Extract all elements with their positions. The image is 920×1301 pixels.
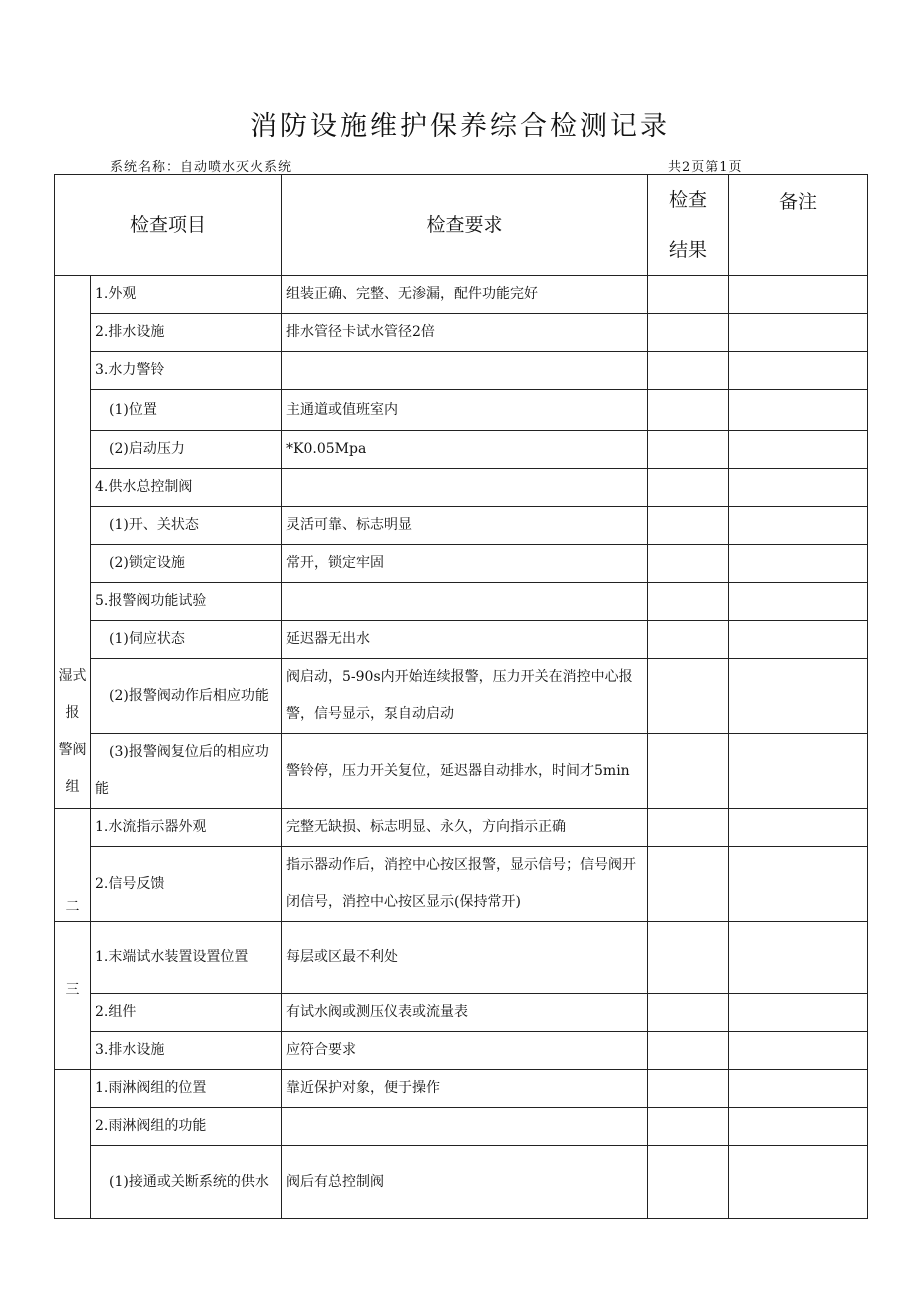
table-row	[55, 809, 868, 847]
requirement-cell: 有试水阀或测压仪表或流量表	[282, 994, 648, 1032]
requirement-cell: 应符合要求	[282, 1032, 648, 1070]
section-wet-alarm-valve: 湿式 报 警阀 组	[55, 276, 91, 809]
table-row	[55, 922, 868, 994]
note-cell[interactable]	[729, 1032, 868, 1070]
note-cell[interactable]	[729, 1108, 868, 1146]
item-cell: 1.外观	[91, 276, 282, 314]
result-cell[interactable]	[648, 1146, 729, 1219]
result-cell[interactable]	[648, 809, 729, 847]
table-row	[55, 1070, 868, 1108]
item-cell: 1.雨淋阀组的位置	[91, 1070, 282, 1108]
requirement-cell: 灵活可靠、标志明显	[282, 507, 648, 545]
item-cell: 3.水力警铃	[91, 352, 282, 390]
inspection-table	[54, 174, 868, 1219]
item-cell: (2)启动压力	[91, 431, 282, 469]
note-cell[interactable]	[729, 507, 868, 545]
note-cell[interactable]	[729, 994, 868, 1032]
result-cell[interactable]	[648, 390, 729, 431]
result-cell[interactable]	[648, 507, 729, 545]
item-cell: (1)伺应状态	[91, 621, 282, 659]
section-four	[55, 1070, 91, 1219]
note-cell[interactable]	[729, 314, 868, 352]
result-cell[interactable]	[648, 583, 729, 621]
item-cell: 1.水流指示器外观	[91, 809, 282, 847]
table-row	[55, 390, 868, 431]
result-cell[interactable]	[648, 734, 729, 809]
requirement-cell	[282, 583, 648, 621]
note-cell[interactable]	[729, 809, 868, 847]
requirement-cell: *K0.05Mpa	[282, 431, 648, 469]
result-cell[interactable]	[648, 847, 729, 922]
table-row	[55, 469, 868, 507]
result-cell[interactable]	[648, 659, 729, 734]
note-cell[interactable]	[729, 469, 868, 507]
system-name: 系统名称：自动喷水灭火系统	[110, 160, 293, 175]
item-cell: 1.末端试水装置设置位置	[91, 922, 282, 994]
item-cell: 4.供水总控制阀	[91, 469, 282, 507]
requirement-cell: 靠近保护对象，便于操作	[282, 1070, 648, 1108]
note-cell[interactable]	[729, 1146, 868, 1219]
result-cell[interactable]	[648, 994, 729, 1032]
table-row	[55, 847, 868, 922]
table-row	[55, 1146, 868, 1219]
requirement-cell: 常开，锁定牢固	[282, 545, 648, 583]
requirement-cell: 每层或区最不利处	[282, 922, 648, 994]
note-cell[interactable]	[729, 276, 868, 314]
result-cell[interactable]	[648, 545, 729, 583]
item-cell: (1)位置	[91, 390, 282, 431]
note-cell[interactable]	[729, 583, 868, 621]
result-cell[interactable]	[648, 922, 729, 994]
table-row	[55, 734, 868, 809]
section-two: 二	[55, 809, 91, 922]
item-cell: 2.排水设施	[91, 314, 282, 352]
note-cell[interactable]	[729, 922, 868, 994]
header-note: 备注	[729, 175, 868, 276]
item-cell: (1)开、关状态	[91, 507, 282, 545]
item-cell: (1)接通或关断系统的供水	[91, 1146, 282, 1219]
header-result-line1: 检查	[669, 189, 708, 211]
requirement-cell: 完整无缺损、标志明显、永久，方向指示正确	[282, 809, 648, 847]
table-row	[55, 314, 868, 352]
item-cell: 3.排水设施	[91, 1032, 282, 1070]
table-row	[55, 583, 868, 621]
table-row	[55, 1108, 868, 1146]
requirement-cell	[282, 469, 648, 507]
section-three: 三	[55, 922, 91, 1070]
table-row	[55, 276, 868, 314]
header-requirement: 检查要求	[282, 175, 648, 276]
item-cell: 2.信号反馈	[91, 847, 282, 922]
result-cell[interactable]	[648, 431, 729, 469]
result-cell[interactable]	[648, 352, 729, 390]
table-row	[55, 352, 868, 390]
note-cell[interactable]	[729, 431, 868, 469]
item-cell: (3)报警阀复位后的相应功能	[91, 734, 282, 809]
requirement-cell: 阀启动，5-90s内开始连续报警，压力开关在消控中心报警，信号显示，泵自动启动	[282, 659, 648, 734]
result-cell[interactable]	[648, 276, 729, 314]
result-cell[interactable]	[648, 469, 729, 507]
note-cell[interactable]	[729, 390, 868, 431]
note-cell[interactable]	[729, 621, 868, 659]
header-result-line2: 结果	[669, 239, 708, 261]
result-cell[interactable]	[648, 1032, 729, 1070]
table-row	[55, 994, 868, 1032]
table-row	[55, 1032, 868, 1070]
result-cell[interactable]	[648, 1070, 729, 1108]
note-cell[interactable]	[729, 659, 868, 734]
note-cell[interactable]	[729, 352, 868, 390]
result-cell[interactable]	[648, 314, 729, 352]
header-row	[55, 175, 868, 276]
item-cell: 2.雨淋阀组的功能	[91, 1108, 282, 1146]
item-cell: (2)锁定设施	[91, 545, 282, 583]
requirement-cell: 延迟器无出水	[282, 621, 648, 659]
note-cell[interactable]	[729, 545, 868, 583]
table-row	[55, 545, 868, 583]
page-info: 共2页第1页	[668, 160, 743, 175]
result-cell[interactable]	[648, 621, 729, 659]
table-row	[55, 507, 868, 545]
table-row	[55, 431, 868, 469]
table-row	[55, 621, 868, 659]
requirement-cell: 警铃停，压力开关复位，延迟器自动排水，时间才5min	[282, 734, 648, 809]
document-title: 消防设施维护保养综合检测记录	[250, 111, 670, 142]
requirement-cell: 阀后有总控制阀	[282, 1146, 648, 1219]
item-cell: (2)报警阀动作后相应功能	[91, 659, 282, 734]
table-row	[55, 659, 868, 734]
requirement-cell: 指示器动作后，消控中心按区报警，显示信号；信号阀开闭信号，消控中心按区显示(保持常开)	[282, 847, 648, 922]
note-cell[interactable]	[729, 734, 868, 809]
result-cell[interactable]	[648, 1108, 729, 1146]
item-cell: 2.组件	[91, 994, 282, 1032]
requirement-cell: 排水管径卡试水管径2倍	[282, 314, 648, 352]
requirement-cell	[282, 352, 648, 390]
requirement-cell	[282, 1108, 648, 1146]
header-result	[648, 175, 729, 276]
header-item: 检查项目	[55, 175, 282, 276]
requirement-cell: 主通道或值班室内	[282, 390, 648, 431]
item-cell: 5.报警阀功能试验	[91, 583, 282, 621]
note-cell[interactable]	[729, 1070, 868, 1108]
requirement-cell: 组装正确、完整、无渗漏，配件功能完好	[282, 276, 648, 314]
note-cell[interactable]	[729, 847, 868, 922]
